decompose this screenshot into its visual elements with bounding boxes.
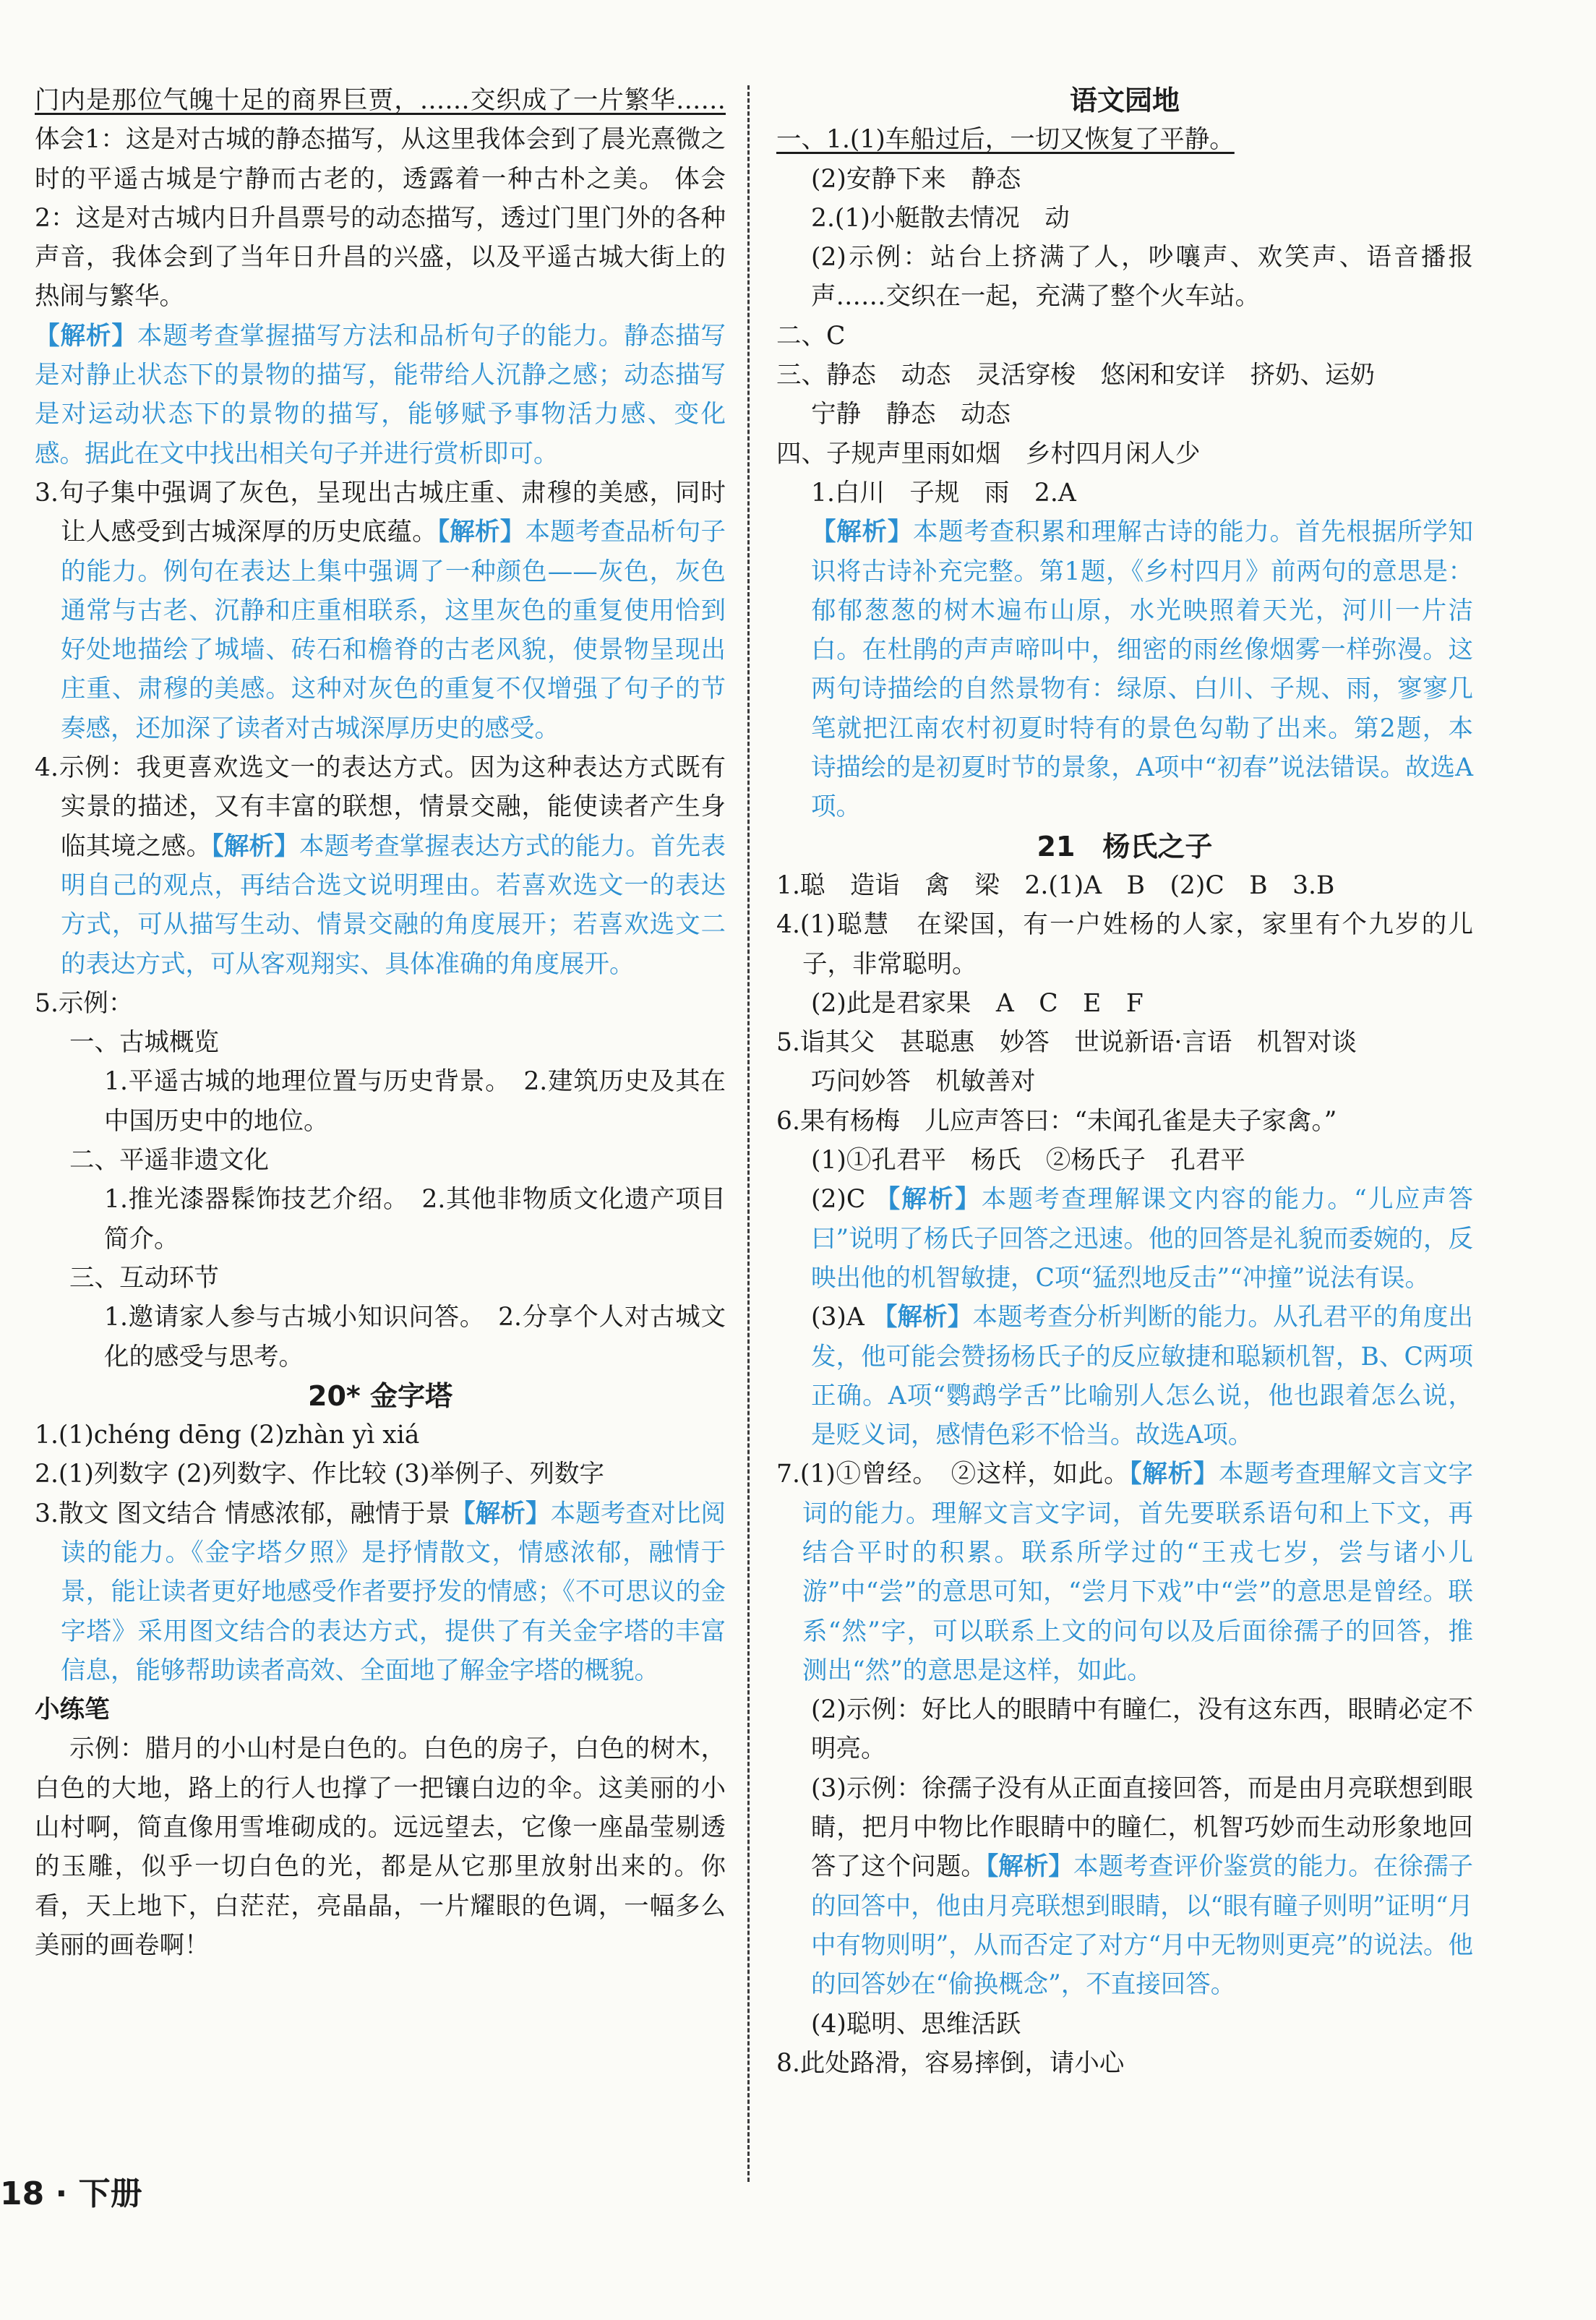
answer-line: (2)此是君家果 A C E F	[811, 988, 1144, 1018]
analysis-tag: 【解析】	[875, 1185, 982, 1215]
right-column	[776, 81, 1473, 2083]
analysis-tag: 【解析】	[811, 518, 914, 547]
answer-line: (2)示例：好比人的眼睛中有瞳仁，没有这东西，眼睛必定不明亮。	[811, 1695, 1473, 1764]
answer-2: 2.(1)列数字 (2)列数字、作比较 (3)举例子、列数字	[35, 1460, 604, 1489]
section-title: 20* 金字塔	[308, 1379, 452, 1412]
analysis-text: 本题考查积累和理解古诗的能力。首先根据所学知识将古诗补充完整。第1题，《乡村四月》前两句的意思是：郁郁葱葱的树木遍布山原，水光映照着天光，河川一片洁白。在杜鹃的声声啼叫中，细密的雨丝像烟雾一样弥漫。这两句诗描绘的自然景物有：绿原、白川、子规、雨，寥寥几笔就把江南农村初夏时特有的景色勾勒了出来。第2题，本诗描绘的是初夏时节的景象，A项中“初春”说法错误。故选A项。	[811, 518, 1474, 822]
answer-1: 1.(1)chéng dēng (2)zhàn yì xiá	[35, 1421, 420, 1450]
outline-heading: 一、古城概览	[69, 1028, 219, 1058]
analysis-text: 本题考查品析句子的能力。例句在表达上集中强调了一种颜色——灰色，灰色通常与古老、沉静和庄重相联系，这里灰色的重复使用恰到好处地描绘了城墙、砖石和檐脊的古老风貌，使景物呈现出庄重、肃穆的美感。这种对灰色的重复不仅增强了句子的节奏感，还加深了读者对古城深厚历史的感受。	[61, 518, 726, 743]
analysis	[776, 1769, 1473, 2005]
analysis-text: 本题考查掌握表达方式的能力。首先表明自己的观点，再结合选文说明理由。若喜欢选文一的表达方式，可从描写生动、情景交融的角度展开；若喜欢选文二的表达方式，可从客观翔实、具体准确的角度展开。	[61, 831, 726, 979]
analysis-tag: 【解析】	[872, 1303, 973, 1332]
answer-line: 1.白川 子规 雨 2.A	[811, 478, 1076, 508]
analysis-tag: 【解析】	[437, 518, 525, 547]
answer-text: 7.(1)①曾经。 ②这样，如此。	[776, 1460, 1130, 1489]
answer-5: 5.示例：	[35, 988, 134, 1018]
answer-3	[35, 474, 726, 748]
page-number: 18 · 下册	[0, 2175, 142, 2212]
outline-heading: 三、互动环节	[69, 1263, 219, 1293]
analysis	[776, 1455, 1473, 1690]
outline-item: 1.平遥古城的地理位置与历史背景。 2.建筑历史及其在中国历史中的地位。	[104, 1067, 726, 1136]
answer-line: 宁静 静态 动态	[811, 400, 1011, 429]
outline-item: 1.邀请家人参与古城小知识问答。 2.分享个人对古城文化的感受与思考。	[104, 1303, 726, 1371]
answer-text: 4.示例：我更喜欢选文一的表达方式。因为这种表达方式既有实景的描述，又有丰富的联想，情景交融，能使读者产生身临其境之感。	[35, 753, 726, 861]
analysis-tag: 【解析】	[35, 321, 137, 351]
answer-text: (2)C	[811, 1185, 866, 1215]
answer-text: 体会2：这是对古城内日升昌票号的动态描写，透过门里门外的各种声音，我体会到了当年日升昌的兴盛，以及平遥古城大街上的热闹与繁华。	[35, 164, 726, 312]
section-title: 21 杨氏之子	[1037, 830, 1213, 862]
outline-item: 1.推光漆器髹饰技艺介绍。 2.其他非物质文化遗产项目简介。	[104, 1185, 726, 1254]
outline-heading: 二、平遥非遗文化	[69, 1146, 269, 1176]
subsection-title: 小练笔	[35, 1695, 110, 1725]
analysis	[776, 1298, 1473, 1455]
answer-line: (2)示例：站台上挤满了人，吵嚷声、欢笑声、语音播报声……交织在一起，充满了整个火车站。	[811, 243, 1473, 312]
answer-text: 体会1：这是对古城的静态描写，从这里我体会到了晨光熹微之时的平遥古城是宁静而古老的，透露着一种古朴之美。	[35, 125, 726, 194]
analysis-text: 本题考查理解文言文字词的能力。理解文言文字词，首先要联系语句和上下文，再结合平时的积累。联系所学过的“王戎七岁，尝与诸小儿游”中“尝”的意思可知，“尝月下戏”中“尝”的意思是曾经。联系“然”字，可以联系上文的问句以及后面徐孺子的回答，推测出“然”的意思是这样，如此。	[802, 1460, 1473, 1685]
analysis	[776, 1180, 1473, 1298]
analysis-tag: 【解析】	[211, 831, 299, 861]
answer-line: (4)聪明、思维活跃	[811, 2009, 1021, 2039]
answer-line: 巧问妙答 机敏善对	[811, 1067, 1036, 1097]
answer-line: 8.此处路滑，容易摔倒，请小心	[776, 2048, 1125, 2078]
answer-4	[35, 748, 726, 984]
answer-line: 四、子规声里雨如烟 乡村四月闲人少	[776, 439, 1201, 468]
analysis-text: 本题考查掌握描写方法和品析句子的能力。静态描写是对静止状态下的景物的描写，能带给人沉静之感；动态描写是对运动状态下的景物的描写，能够赋予事物活力感、变化感。据此在文中找出相关句子并进行赏析即可。	[35, 321, 726, 468]
answer-line: 4.(1)聪慧 在梁国，有一户姓杨的人家，家里有个九岁的儿子，非常聪明。	[776, 910, 1473, 979]
answer-line: (2)安静下来 静态	[811, 164, 1021, 194]
analysis-text: 本题考查评价鉴赏的能力。在徐孺子的回答中，他由月亮联想到眼睛，以“眼有瞳子则明”证明“月中有物则明”，从而否定了对方“月中无物则更亮”的说法。他的回答妙在“偷换概念”，不直接回答。	[811, 1852, 1474, 2000]
answer-block	[35, 81, 726, 317]
answer-line: 1.聪 造诣 禽 梁 2.(1)A B (2)C B 3.B	[776, 870, 1335, 900]
answer-line: 二、C	[776, 321, 846, 351]
answer-line: 三、静态 动态 灵活穿梭 悠闲和安详 挤奶、运奶	[776, 361, 1375, 390]
sample-writing: 示例：腊月的小山村是白色的。白色的房子，白色的树木，白色的大地，路上的行人也撑了一把镶白边的伞。这美丽的小山村啊，简直像用雪堆砌成的。远远望去，它像一座晶莹剔透的玉雕，似乎一切白色的光，都是从它那里放射出来的。你看，天上地下，白茫茫，亮晶晶，一片耀眼的色调，一幅多么美丽的画卷啊！	[35, 1734, 726, 1960]
answer-text: (3)示例：徐孺子没有从正面直接回答，而是由月亮联想到眼睛，把月中物比作眼睛中的瞳仁，机智巧妙而生动形象地回答了这个问题。	[811, 1773, 1473, 1882]
left-column	[35, 81, 726, 1965]
analysis-text: 本题考查对比阅读的能力。《金字塔夕照》是抒情散文，情感浓郁，融情于景，能让读者更好地感受作者要抒发的情感；《不可思议的金字塔》采用图文结合的表达方式，提供了有关金字塔的丰富信息，能够帮助读者高效、全面地了解金字塔的概貌。	[61, 1499, 726, 1685]
answer-line: (1)①孔君平 杨氏 ②杨氏子 孔君平	[811, 1146, 1245, 1176]
section-title: 语文园地	[1069, 85, 1180, 116]
answer-text: 3.句子集中强调了灰色，呈现出古城庄重、肃穆的美感，同时让人感受到古城深厚的历史底蕴。	[35, 478, 726, 547]
answer-text: 3.散文 图文结合 情感浓郁，融情于景	[35, 1499, 451, 1528]
analysis	[776, 513, 1473, 826]
answer-3	[35, 1494, 726, 1690]
analysis-text: 本题考查分析判断的能力。从孔君平的角度出发，他可能会赞扬杨氏子的反应敏捷和聪颖机智，B、C两项正确。A项“鹦鹉学舌”比喻别人怎么说，他也跟着怎么说，是贬义词，感情色彩不恰当。故选A项。	[811, 1303, 1474, 1450]
analysis-tag: 【解析】	[985, 1852, 1074, 1882]
answer-text: 一、1.(1)车船过后，一切又恢复了平静。	[776, 125, 1235, 155]
answer-line: 5.诣其父 甚聪惠 妙答 世说新语·言语 机智对谈	[776, 1028, 1357, 1058]
analysis-tag: 【解析】	[1129, 1460, 1219, 1489]
column-divider	[747, 85, 750, 2182]
answer-text: (3)A	[811, 1303, 864, 1332]
analysis-tag: 【解析】	[450, 1499, 551, 1528]
answer-line: 2.(1)小艇散去情况 动	[811, 203, 1070, 233]
answer-line	[776, 120, 1473, 159]
analysis	[35, 317, 726, 474]
answer-line: 6.果有杨梅 儿应声答曰：“未闻孔雀是夫子家禽。”	[776, 1106, 1337, 1136]
quote: 门内是那位气魄十足的商界巨贾，……交织成了一片繁华……	[35, 86, 726, 115]
analysis-text: 本题考查理解课文内容的能力。“儿应声答曰”说明了杨氏子回答之迅速。他的回答是礼貌而委婉的，反映出他的机智敏捷，C项“猛烈地反击”“冲撞”说法有误。	[811, 1185, 1474, 1293]
